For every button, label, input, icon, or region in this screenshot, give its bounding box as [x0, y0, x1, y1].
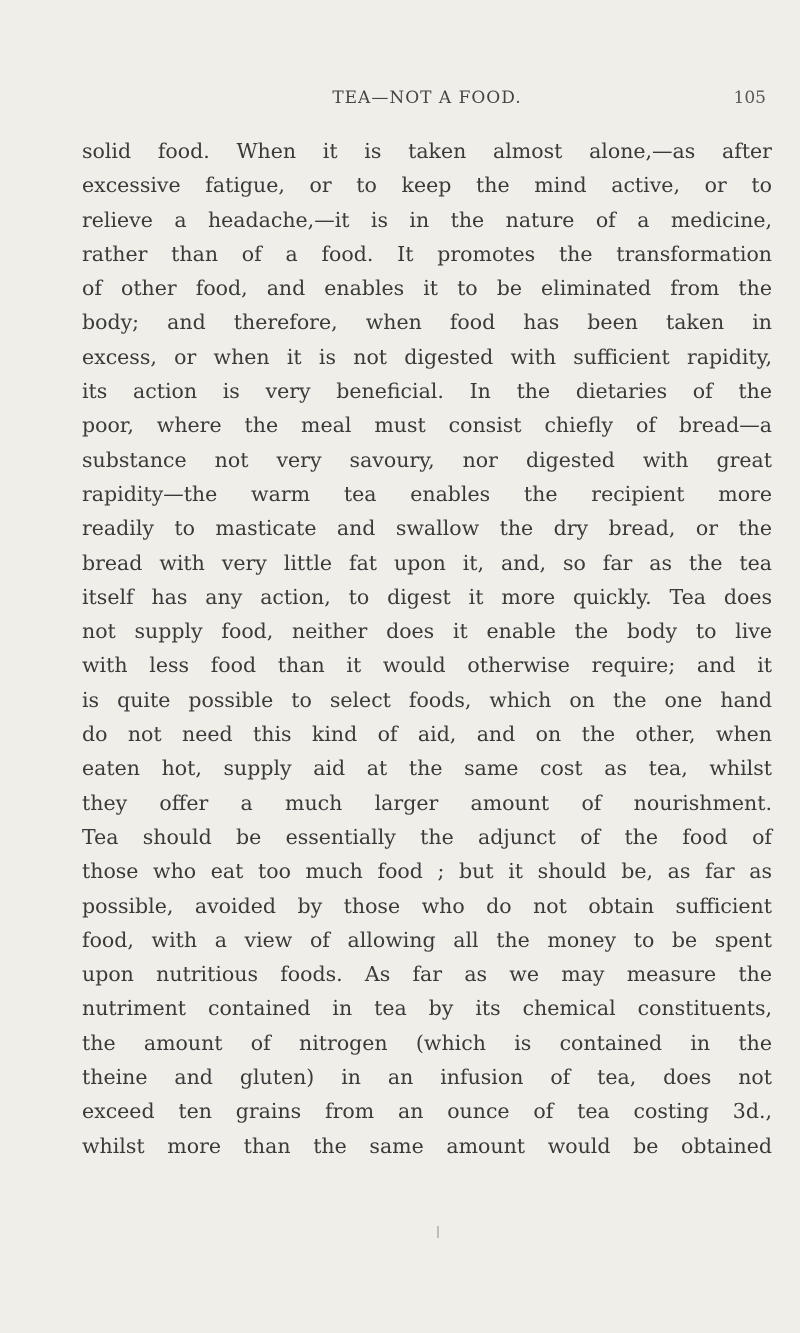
text-line: nutriment contained in tea by its chemical constituents, — [82, 996, 772, 1021]
text-line: upon nutritious foods. As far as we may measure the — [82, 962, 772, 987]
text-line: substance not very savoury, nor digested with great — [82, 447, 772, 472]
text-line: exceed ten grains from an ounce of tea costing 3d., — [82, 1099, 772, 1124]
text-line: not supply food, neither does it enable the body to live — [82, 619, 772, 644]
text-line: eaten hot, supply aid at the same cost as tea, whilst — [82, 756, 772, 781]
text-line: food, with a view of allowing all the money to be spent — [82, 927, 772, 952]
body-text — [82, 134, 772, 1163]
text-line: itself has any action, to digest it more quickly. Tea does — [82, 584, 772, 609]
text-line: readily to masticate and swallow the dry bread, or the — [82, 516, 772, 541]
text-line: do not need this kind of aid, and on the other, when — [82, 722, 772, 747]
text-line: Tea should be essentially the adjunct of the food of — [82, 824, 772, 849]
page-header — [82, 88, 772, 118]
text-line: solid food. When it is taken almost alone,—as after — [82, 139, 772, 163]
print-mark — [437, 1226, 439, 1238]
text-line: theine and gluten) in an infusion of tea, does not — [82, 1065, 772, 1090]
text-line: body; and therefore, when food has been taken in — [82, 310, 772, 335]
text-line: the amount of nitrogen (which is contained in the — [82, 1030, 772, 1055]
text-line: of other food, and enables it to be eliminated from the — [82, 276, 772, 301]
text-line: bread with very little fat upon it, and, so far as the tea — [82, 550, 772, 575]
text-line: excessive fatigue, or to keep the mind active, or to — [82, 173, 772, 198]
text-line: excess, or when it is not digested with sufficient rapidity, — [82, 344, 772, 369]
text-line: those who eat too much food ; but it should be, as far as — [82, 859, 772, 884]
text-line: its action is very beneficial. In the dietaries of the — [82, 379, 772, 404]
text-line: relieve a headache,—it is in the nature of a medicine, — [82, 207, 772, 232]
text-line: with less food than it would otherwise require; and it — [82, 653, 772, 678]
text-line: they offer a much larger amount of nourishment. — [82, 790, 772, 815]
text-line: poor, where the meal must consist chiefly of bread—a — [82, 413, 772, 438]
page-number: 105 — [733, 88, 766, 108]
text-line: is quite possible to select foods, which on the one hand — [82, 687, 772, 712]
text-line: whilst more than the same amount would be obtained — [82, 1133, 772, 1158]
text-line: possible, avoided by those who do not obtain sufficient — [82, 893, 772, 918]
text-line: rather than of a food. It promotes the transformation — [82, 241, 772, 266]
text-line: rapidity—the warm tea enables the recipient more — [82, 481, 772, 506]
running-head: TEA—NOT A FOOD. — [332, 88, 522, 108]
